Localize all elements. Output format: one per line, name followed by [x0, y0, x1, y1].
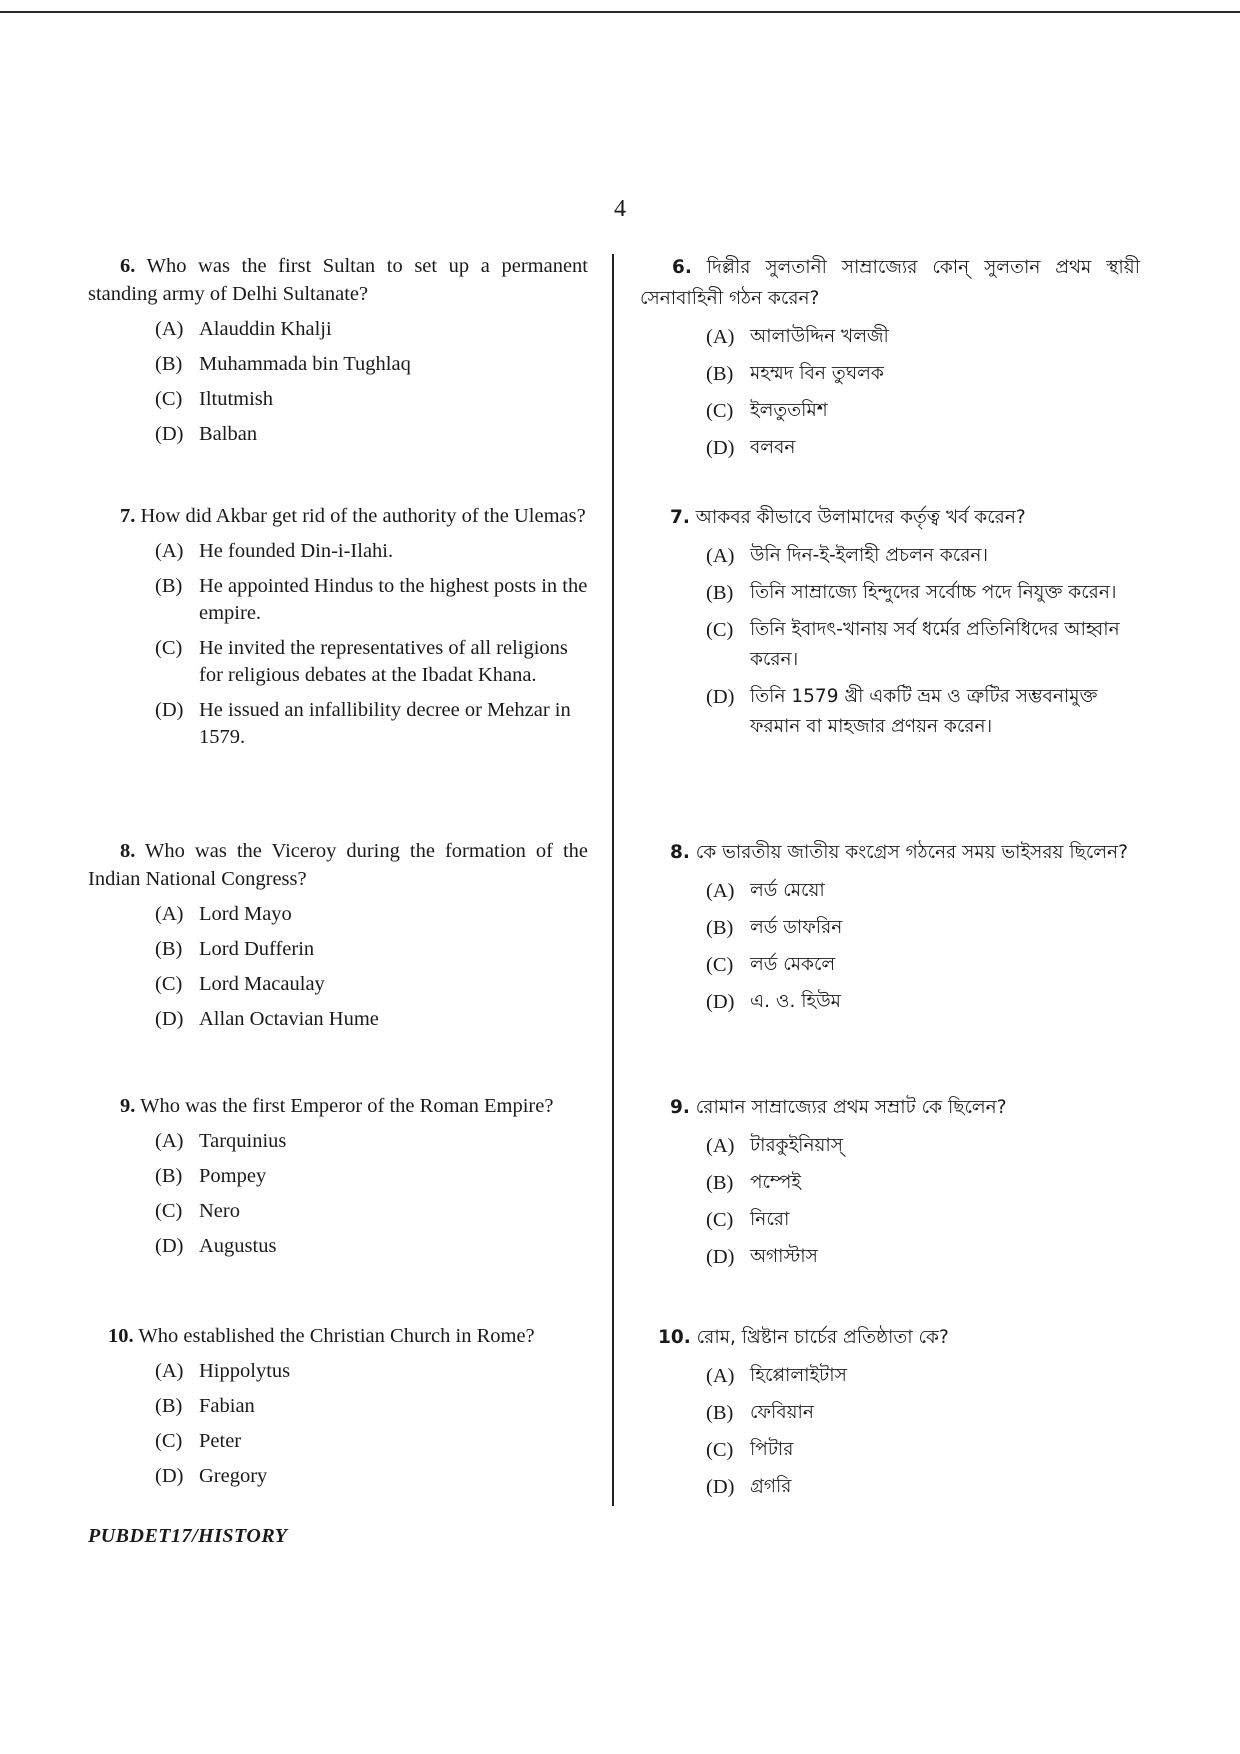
option-a: (A) উনি দিন-ই-ইলাহী প্রচলন করেন। [706, 545, 989, 567]
option-list [640, 541, 1140, 742]
option-b: (B) Fabian [155, 1395, 255, 1417]
option-a: (A) Hippolytus [155, 1360, 291, 1382]
option-c: (C) লর্ড মেকলে [706, 954, 836, 976]
question-text: 10. রোম, খ্রিষ্টান চার্চের প্রতিষ্ঠাতা কে? [658, 1327, 949, 1348]
question-number: 8. [120, 840, 136, 862]
option-b: (B) Pompey [155, 1165, 267, 1187]
option-c: (C) Iltutmish [155, 388, 274, 410]
option-list [88, 901, 588, 1033]
question-number: 10. [108, 1325, 134, 1347]
option-c: (C) Lord Macaulay [155, 973, 325, 995]
question-6-en [88, 252, 588, 456]
question-10-en [88, 1322, 588, 1498]
option-c: (C) Nero [155, 1200, 240, 1222]
question-number: 8. [670, 842, 690, 863]
option-d: (D) Augustus [155, 1235, 277, 1257]
question-number: 9. [120, 1095, 136, 1117]
question-text: 6. দিল্লীর সুলতানী সাম্রাজ্যের কোন্ সুলতান প্রথম স্থায়ী সেনাবাহিনী গঠন করেন? [640, 257, 1140, 309]
column-divider [612, 254, 614, 1506]
option-b: (B) মহম্মদ বিন তুঘলক [706, 363, 884, 385]
question-number: 6. [672, 257, 692, 278]
question-8-bn [640, 837, 1140, 1024]
question-number: 10. [658, 1327, 691, 1348]
page-number: 4 [614, 196, 626, 222]
question-6-bn [640, 252, 1140, 470]
option-list [640, 322, 1140, 463]
option-b: (B) ফেবিয়ান [706, 1402, 814, 1424]
option-c: (C) পিটার [706, 1439, 794, 1461]
option-a: (A) Alauddin Khalji [155, 318, 332, 340]
option-b: (B) Lord Dufferin [155, 938, 315, 960]
question-text: 8. Who was the Viceroy during the formation of the Indian National Congress? [88, 840, 588, 890]
question-number: 7. [120, 505, 136, 527]
option-a: (A) He founded Din-i-Ilahi. [155, 540, 394, 562]
question-9-bn [640, 1092, 1140, 1279]
question-number: 9. [670, 1097, 690, 1118]
question-text: 7. আকবর কীভাবে উলামাদের কর্তৃত্ব খর্ব করেন? [670, 507, 1026, 528]
question-8-en [88, 837, 588, 1041]
question-text: 8. কে ভারতীয় জাতীয় কংগ্রেস গঠনের সময় ভাইসরয় ছিলেন? [670, 842, 1128, 863]
option-d: (D) Gregory [155, 1465, 268, 1487]
option-d: (D) বলবন [706, 437, 796, 459]
option-d: (D) He issued an infallibility decree or Mehzar in 1579. [155, 699, 571, 748]
footer-code: PUBDET17/HISTORY [88, 1525, 288, 1547]
option-d: (D) তিনি 1579 খ্রী একটি ভ্রম ও ত্রুটির সম্ভবনামুক্ত ফরমান বা মাহজার প্রণয়ন করেন। [706, 686, 1098, 737]
question-10-bn [640, 1322, 1140, 1509]
option-list [640, 1361, 1140, 1502]
option-c: (C) ইলতুতমিশ [706, 400, 828, 422]
option-c: (C) He invited the representatives of all religions for religious debates at the Ibadat Khana. [155, 637, 568, 686]
option-c: (C) তিনি ইবাদৎ-খানায় সর্ব ধর্মের প্রতিনিধিদের আহ্বান করেন। [706, 619, 1120, 670]
option-b: (B) Muhammada bin Tughlaq [155, 353, 411, 375]
option-d: (D) অগাস্টাস [706, 1246, 818, 1268]
option-b: (B) He appointed Hindus to the highest posts in the empire. [155, 575, 588, 624]
option-a: (A) Lord Mayo [155, 903, 292, 925]
option-c: (C) Peter [155, 1430, 242, 1452]
option-d: (D) Allan Octavian Hume [155, 1008, 379, 1030]
option-c: (C) নিরো [706, 1209, 790, 1231]
question-9-en [88, 1092, 588, 1268]
option-d: (D) Balban [155, 423, 258, 445]
option-list [640, 1131, 1140, 1272]
question-text: 9. রোমান সাম্রাজ্যের প্রথম সম্রাট কে ছিলেন? [670, 1097, 1007, 1118]
option-a: (A) টারকুইনিয়াস্ [706, 1135, 844, 1157]
question-text: 10. Who established the Christian Church in Rome? [108, 1325, 535, 1347]
option-b: (B) পম্পেই [706, 1172, 802, 1194]
option-a: (A) Tarquinius [155, 1130, 287, 1152]
question-number: 7. [670, 507, 690, 528]
option-list [88, 538, 588, 751]
question-7-en [88, 502, 588, 759]
question-7-bn [640, 502, 1140, 749]
option-d: (D) এ. ও. হিউম [706, 991, 841, 1013]
option-list [640, 876, 1140, 1017]
option-list [88, 316, 588, 448]
option-list [88, 1358, 588, 1490]
question-text: 7. How did Akbar get rid of the authority of the Ulemas? [120, 505, 586, 527]
option-a: (A) আলাউদ্দিন খলজী [706, 326, 889, 348]
option-a: (A) হিপ্পোলাইটাস [706, 1365, 847, 1387]
question-number: 6. [120, 255, 136, 277]
option-d: (D) গ্রগরি [706, 1476, 792, 1498]
option-list [88, 1128, 588, 1260]
question-text: 9. Who was the first Emperor of the Roman Empire? [120, 1095, 554, 1117]
question-text: 6. Who was the first Sultan to set up a permanent standing army of Delhi Sultanate? [88, 255, 588, 305]
top-rule [0, 11, 1240, 13]
option-b: (B) লর্ড ডাফরিন [706, 917, 843, 939]
option-b: (B) তিনি সাম্রাজ্যে হিন্দুদের সর্বোচ্চ পদে নিযুক্ত করেন। [706, 582, 1117, 604]
option-a: (A) লর্ড মেয়ো [706, 880, 825, 902]
